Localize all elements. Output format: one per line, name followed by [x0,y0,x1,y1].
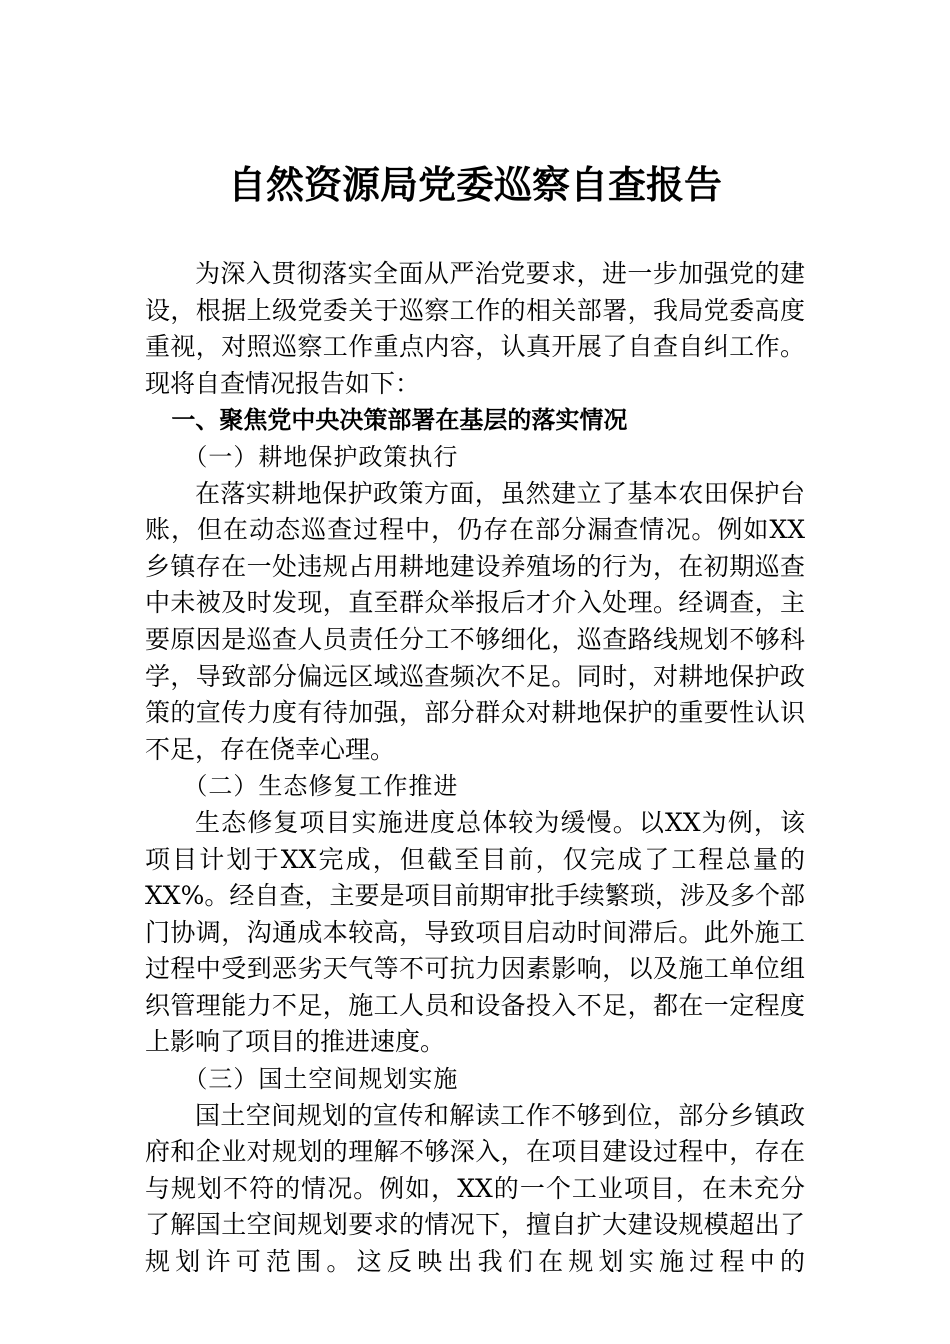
subsection-3-heading: （三）国土空间规划实施 [183,1065,459,1094]
subsection-2-paragraph: 生态修复项目实施进度总体较为缓慢。以XX为例，该项目计划于XX完成，但截至目前，仅完成了工程总量的XX%。经自查，主要是项目前期审批手续繁琐，涉及多个部门协调，沟通成本较高，导致项目启动时间滞后。此外施工过程中受到恶劣天气等不可抗力因素影响，以及施工单位组织管理能力不足，施工人员和设备投入不足，都在一定程度上影响了项目的推进速度。 [145,807,805,1057]
subsection-1-paragraph: 在落实耕地保护政策方面，虽然建立了基本农田保护台账，但在动态巡查过程中，仍存在部分漏查情况。例如XX乡镇存在一处违规占用耕地建设养殖场的行为，在初期巡查中未被及时发现，直至群众举报后才介入处理。经调查，主要原因是巡查人员责任分工不够细化，巡查路线规划不够科学，导致部分偏远区域巡查频次不足。同时，对耕地保护政策的宣传力度有待加强，部分群众对耕地保护的重要性认识不足，存在侥幸心理。 [145,478,805,764]
subsection-1-heading: （一）耕地保护政策执行 [183,442,459,471]
document-body [145,256,805,1281]
section-1-heading: 一、聚焦党中央决策部署在基层的落实情况 [171,406,628,435]
document-title: 自然资源局党委巡察自查报告 [227,163,722,207]
subsection-3-paragraph: 国土空间规划的宣传和解读工作不够到位，部分乡镇政府和企业对规划的理解不够深入，在项目建设过程中，存在与规划不符的情况。例如，XX的一个工业项目，在未充分了解国土空间规划要求的情况下，擅自扩大建设规模超出了规划许可范围。这反映出我们在规划实施过程中的 [145,1100,805,1277]
subsection-2-heading: （二）生态修复工作推进 [183,772,459,801]
intro-paragraph: 为深入贯彻落实全面从严治党要求，进一步加强党的建设，根据上级党委关于巡察工作的相关部署，我局党委高度重视，对照巡察工作重点内容，认真开展了自查自纠工作。现将自查情况报告如下： [145,259,805,398]
